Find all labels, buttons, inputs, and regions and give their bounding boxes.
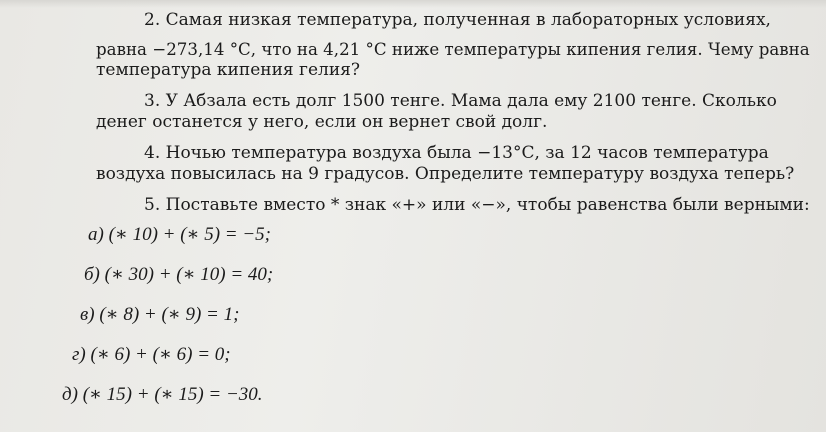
problem-3-line-2: денег останется у него, если он вернет свой долг.: [96, 112, 548, 132]
problem-3-line-1: 3. У Абзала есть долг 1500 тенге. Мама дала ему 2100 тенге. Сколько: [144, 91, 777, 111]
equation-g: г) (∗ 6) + (∗ 6) = 0;: [72, 344, 231, 365]
problem-2-line-2: равна −273,14 °С, что на 4,21 °С ниже температуры кипения гелия. Чему равна: [96, 40, 810, 60]
equation-d: д) (∗ 15) + (∗ 15) = −30.: [62, 384, 263, 405]
problem-5-line-1: 5. Поставьте вместо * знак «+» или «−», чтобы равенства были верными:: [144, 195, 810, 215]
equation-b: б) (∗ 30) + (∗ 10) = 40;: [84, 264, 274, 285]
problem-2-line-1: 2. Самая низкая температура, полученная в лабораторных условиях,: [144, 10, 771, 30]
equation-a: а) (∗ 10) + (∗ 5) = −5;: [88, 224, 272, 245]
equation-v: в) (∗ 8) + (∗ 9) = 1;: [80, 304, 240, 325]
problem-4-line-2: воздуха повысилась на 9 градусов. Определите температуру воздуха теперь?: [96, 164, 795, 184]
problem-4-line-1: 4. Ночью температура воздуха была −13°С, за 12 часов температура: [144, 143, 769, 163]
page-edge-shadow: [0, 0, 826, 8]
problem-2-line-3: температура кипения гелия?: [96, 60, 360, 80]
